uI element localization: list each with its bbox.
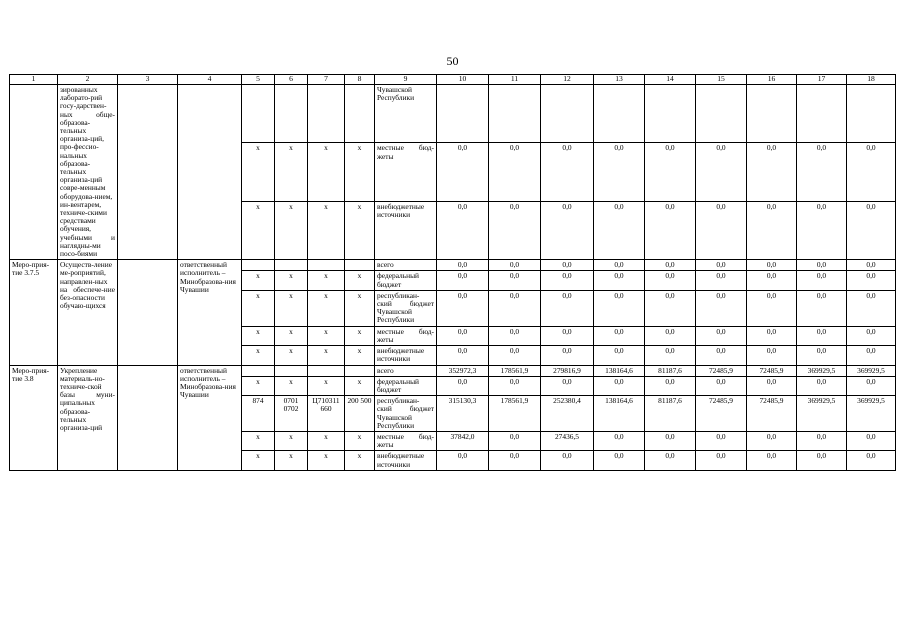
amount-cell: 0,0 [696,326,747,345]
code-cell: х [308,431,345,450]
amount-cell: 369929,5 [797,396,847,432]
amount-cell: 0,0 [645,451,696,470]
code-cell: х [275,201,308,259]
code-cell: х [275,290,308,326]
code-cell: х [242,271,275,290]
funding-source: всего [375,365,437,376]
amount-cell: 0,0 [797,271,847,290]
amount-cell: 37842,0 [437,431,489,450]
table-row [10,85,896,143]
amount-cell [797,85,847,143]
code-cell: х [308,143,345,201]
amount-cell: 27436,5 [541,431,594,450]
measure-name: Укрепление материаль-но-техниче-ской базы муни-ципальных образова-тельных организа-ций [58,365,118,470]
amount-cell: 0,0 [645,143,696,201]
table-row [10,260,896,271]
amount-cell: 0,0 [594,451,645,470]
measure-name: Осуществ-ление ме-роприятий, направлен-ных на обеспече-ние без-опасности обучаю-щихся [58,260,118,365]
amount-cell [847,85,896,143]
amount-cell [696,85,747,143]
amount-cell: 0,0 [437,346,489,365]
amount-cell: 0,0 [747,143,797,201]
amount-cell: 0,0 [489,376,541,395]
amount-cell: 0,0 [847,201,896,259]
page-number: 50 [446,54,459,68]
code-cell: 874 [242,396,275,432]
amount-cell: 0,0 [437,451,489,470]
empty-cell [118,85,178,260]
code-cell: х [275,451,308,470]
amount-cell: 0,0 [594,290,645,326]
amount-cell: 0,0 [541,143,594,201]
code-cell: Ц710311 660 [308,396,345,432]
code-cell: х [345,376,375,395]
code-cell: х [345,346,375,365]
funding-source: всего [375,260,437,271]
amount-cell: 0,0 [594,346,645,365]
funding-source: местные бюд-жеты [375,431,437,450]
amount-cell [747,85,797,143]
amount-cell: 0,0 [489,290,541,326]
column-number: 11 [489,75,541,85]
amount-cell: 0,0 [696,271,747,290]
code-cell: х [242,376,275,395]
amount-cell: 0,0 [437,201,489,259]
code-cell [308,85,345,143]
amount-cell: 0,0 [847,143,896,201]
measure-code: Меро-прия-тие 3.8 [10,365,58,470]
amount-cell: 369929,5 [847,365,896,376]
column-number: 18 [847,75,896,85]
amount-cell: 0,0 [847,290,896,326]
amount-cell: 0,0 [437,271,489,290]
code-cell: х [345,290,375,326]
code-cell: х [345,326,375,345]
amount-cell: 0,0 [489,346,541,365]
code-cell: х [345,201,375,259]
amount-cell: 0,0 [645,290,696,326]
code-cell: х [308,376,345,395]
amount-cell [437,85,489,143]
code-cell: х [345,451,375,470]
amount-cell: 315130,3 [437,396,489,432]
code-cell: х [242,451,275,470]
amount-cell: 0,0 [489,143,541,201]
amount-cell: 0,0 [645,431,696,450]
amount-cell: 0,0 [489,431,541,450]
column-number: 9 [375,75,437,85]
amount-cell: 0,0 [696,201,747,259]
code-cell [308,365,345,376]
code-cell [275,260,308,271]
amount-cell: 0,0 [489,271,541,290]
amount-cell: 0,0 [437,260,489,271]
budget-table [9,74,896,471]
responsible: ответственный исполнитель – Минобразова-ния Чувашии [178,260,242,365]
amount-cell: 0,0 [437,143,489,201]
amount-cell: 0,0 [696,260,747,271]
amount-cell: 0,0 [594,376,645,395]
code-cell: х [308,326,345,345]
amount-cell: 81187,6 [645,365,696,376]
amount-cell: 0,0 [747,431,797,450]
code-cell: 200 500 [345,396,375,432]
amount-cell: 0,0 [489,260,541,271]
amount-cell: 138164,6 [594,396,645,432]
responsible [178,85,242,260]
amount-cell: 0,0 [797,143,847,201]
code-cell: х [242,201,275,259]
measure-code: Меро-прия-тие 3.7.5 [10,260,58,365]
amount-cell: 0,0 [797,346,847,365]
amount-cell [489,85,541,143]
funding-source: Чувашской Республики [375,85,437,143]
amount-cell: 0,0 [696,451,747,470]
amount-cell: 0,0 [696,346,747,365]
amount-cell: 0,0 [797,376,847,395]
measure-name: зированных лаборато-рий госу-дарствен-ных обще-образова-тельных организа-ций, про-фессио-нальных образова-тельных организа-ций совре-менным оборудова-нием, ин-вентарем, техниче-скими средствами обучения, учебными и наглядны-ми посо-биями [58,85,118,260]
amount-cell: 0,0 [747,346,797,365]
amount-cell: 0,0 [797,431,847,450]
column-number: 15 [696,75,747,85]
code-cell: х [275,376,308,395]
amount-cell: 0,0 [489,451,541,470]
amount-cell: 0,0 [489,201,541,259]
amount-cell: 0,0 [847,260,896,271]
code-cell [308,260,345,271]
code-cell: х [275,271,308,290]
amount-cell: 0,0 [541,271,594,290]
column-number: 1 [10,75,58,85]
code-cell: 0701 0702 [275,396,308,432]
code-cell: х [308,271,345,290]
amount-cell: 0,0 [594,326,645,345]
amount-cell: 0,0 [437,326,489,345]
column-number: 17 [797,75,847,85]
code-cell: х [242,290,275,326]
code-cell [242,260,275,271]
funding-source: республикан-ский бюджет Чувашской Республики [375,290,437,326]
amount-cell: 0,0 [696,376,747,395]
amount-cell: 0,0 [797,260,847,271]
code-cell: х [308,346,345,365]
amount-cell: 0,0 [594,260,645,271]
responsible: ответственный исполнитель – Минобразова-ния Чувашии [178,365,242,470]
amount-cell [594,85,645,143]
column-number: 6 [275,75,308,85]
amount-cell: 0,0 [437,376,489,395]
column-number: 8 [345,75,375,85]
funding-source: федеральный бюджет [375,376,437,395]
amount-cell: 0,0 [645,346,696,365]
amount-cell: 0,0 [797,451,847,470]
code-cell [345,85,375,143]
code-cell [345,365,375,376]
amount-cell: 0,0 [847,451,896,470]
amount-cell: 0,0 [645,376,696,395]
code-cell: х [242,326,275,345]
amount-cell: 0,0 [541,290,594,326]
amount-cell: 0,0 [747,451,797,470]
amount-cell: 0,0 [645,326,696,345]
code-cell [275,85,308,143]
amount-cell: 0,0 [847,326,896,345]
amount-cell: 0,0 [594,431,645,450]
amount-cell: 0,0 [594,143,645,201]
amount-cell: 0,0 [797,290,847,326]
amount-cell: 138164,6 [594,365,645,376]
amount-cell: 0,0 [645,260,696,271]
amount-cell: 369929,5 [847,396,896,432]
code-cell: х [275,143,308,201]
amount-cell: 0,0 [797,326,847,345]
amount-cell: 0,0 [541,326,594,345]
amount-cell: 72485,9 [696,365,747,376]
amount-cell: 0,0 [489,326,541,345]
amount-cell: 0,0 [541,376,594,395]
column-number: 13 [594,75,645,85]
amount-cell: 0,0 [797,201,847,259]
column-number: 10 [437,75,489,85]
amount-cell: 178561,9 [489,396,541,432]
table-row [10,365,896,376]
amount-cell: 178561,9 [489,365,541,376]
amount-cell: 0,0 [696,431,747,450]
amount-cell: 0,0 [645,201,696,259]
empty-cell [118,260,178,365]
column-number: 14 [645,75,696,85]
code-cell: х [242,346,275,365]
amount-cell: 0,0 [747,201,797,259]
measure-code [10,85,58,260]
amount-cell [541,85,594,143]
funding-source: внебюджетные источники [375,346,437,365]
code-cell [345,260,375,271]
amount-cell: 81187,6 [645,396,696,432]
empty-cell [118,365,178,470]
funding-source: федеральный бюджет [375,271,437,290]
amount-cell: 0,0 [747,271,797,290]
amount-cell: 0,0 [645,271,696,290]
amount-cell: 0,0 [594,201,645,259]
amount-cell: 252380,4 [541,396,594,432]
amount-cell: 0,0 [696,290,747,326]
amount-cell: 0,0 [541,260,594,271]
amount-cell: 72485,9 [696,396,747,432]
column-number: 2 [58,75,118,85]
code-cell: х [345,271,375,290]
amount-cell: 0,0 [847,376,896,395]
code-cell: х [275,431,308,450]
code-cell: х [242,143,275,201]
amount-cell: 0,0 [541,346,594,365]
amount-cell: 279816,9 [541,365,594,376]
code-cell: х [308,201,345,259]
code-cell [275,365,308,376]
amount-cell: 369929,5 [797,365,847,376]
column-number: 3 [118,75,178,85]
code-cell [242,85,275,143]
amount-cell: 352972,3 [437,365,489,376]
column-number: 16 [747,75,797,85]
amount-cell: 72485,9 [747,396,797,432]
amount-cell: 0,0 [847,431,896,450]
column-number: 5 [242,75,275,85]
code-cell: х [308,290,345,326]
amount-cell [645,85,696,143]
amount-cell: 72485,9 [747,365,797,376]
code-cell: х [275,326,308,345]
funding-source: республикан-ский бюджет Чувашской Республики [375,396,437,432]
code-cell: х [242,431,275,450]
funding-source: местные бюд-жеты [375,143,437,201]
code-cell: х [345,143,375,201]
column-number-row [10,75,896,85]
code-cell [242,365,275,376]
amount-cell: 0,0 [747,376,797,395]
amount-cell: 0,0 [594,271,645,290]
amount-cell: 0,0 [847,346,896,365]
code-cell: х [275,346,308,365]
amount-cell: 0,0 [541,451,594,470]
amount-cell: 0,0 [696,143,747,201]
amount-cell: 0,0 [437,290,489,326]
amount-cell: 0,0 [747,326,797,345]
funding-source: внебюджетные источники [375,451,437,470]
funding-source: местные бюд-жеты [375,326,437,345]
column-number: 12 [541,75,594,85]
amount-cell: 0,0 [747,290,797,326]
column-number: 7 [308,75,345,85]
amount-cell: 0,0 [847,271,896,290]
funding-source: внебюджетные источники [375,201,437,259]
code-cell: х [345,431,375,450]
code-cell: х [308,451,345,470]
amount-cell: 0,0 [747,260,797,271]
column-number: 4 [178,75,242,85]
amount-cell: 0,0 [541,201,594,259]
